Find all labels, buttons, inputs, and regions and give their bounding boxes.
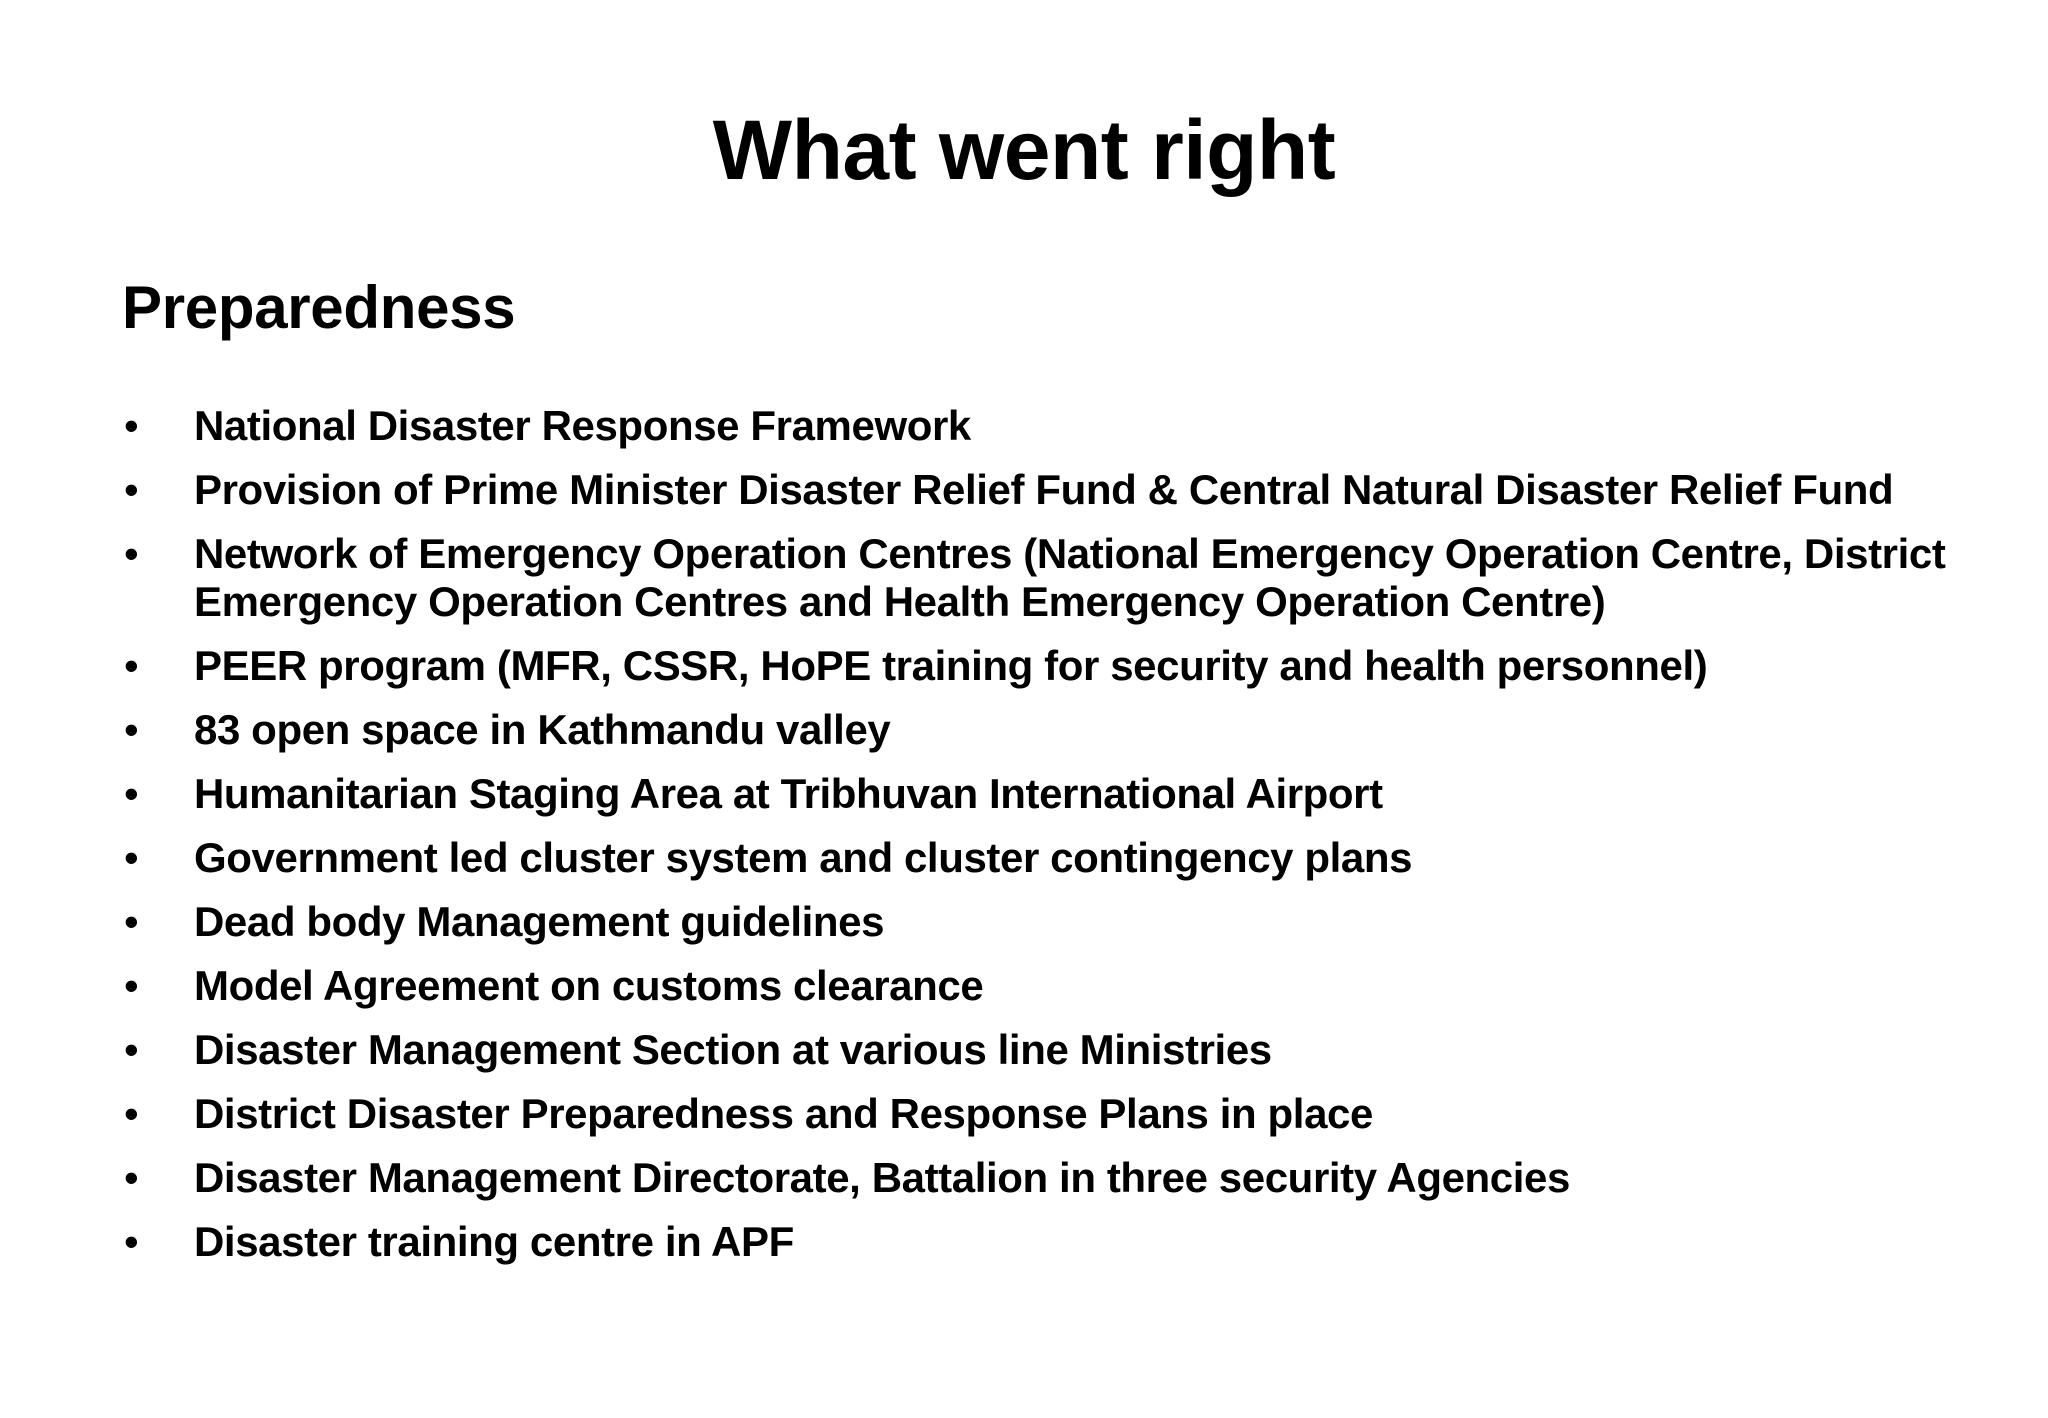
bullet-item bbox=[122, 1090, 2002, 1138]
bullet-item bbox=[122, 898, 2002, 946]
bullet-icon: • bbox=[124, 1218, 139, 1265]
bullet-list bbox=[122, 402, 2002, 1282]
bullet-text: Disaster Management Section at various line Ministries bbox=[194, 1026, 1272, 1073]
bullet-item bbox=[122, 402, 2002, 450]
bullet-icon: • bbox=[124, 466, 139, 513]
bullet-item bbox=[122, 466, 2002, 514]
bullet-text: Model Agreement on customs clearance bbox=[194, 962, 984, 1009]
bullet-text: National Disaster Response Framework bbox=[194, 402, 971, 449]
bullet-item bbox=[122, 642, 2002, 690]
bullet-text: PEER program (MFR, CSSR, HoPE training for security and health personnel) bbox=[194, 642, 1708, 689]
bullet-text: Government led cluster system and cluster contingency plans bbox=[194, 834, 1413, 881]
bullet-icon: • bbox=[124, 706, 139, 753]
bullet-text: Disaster training centre in APF bbox=[194, 1218, 794, 1265]
bullet-item bbox=[122, 770, 2002, 818]
section-heading: Preparedness bbox=[122, 274, 516, 341]
bullet-icon: • bbox=[124, 770, 139, 817]
bullet-icon: • bbox=[124, 642, 139, 689]
bullet-text: Provision of Prime Minister Disaster Relief Fund & Central Natural Disaster Relief Fund bbox=[194, 466, 1894, 513]
bullet-text: Dead body Management guidelines bbox=[194, 898, 885, 945]
bullet-icon: • bbox=[124, 898, 139, 945]
bullet-item bbox=[122, 1218, 2002, 1266]
bullet-icon: • bbox=[124, 402, 139, 449]
bullet-icon: • bbox=[124, 1090, 139, 1137]
bullet-text: Humanitarian Staging Area at Tribhuvan International Airport bbox=[194, 770, 1383, 817]
bullet-text: Network of Emergency Operation Centres (National Emergency Operation Centre, District Emergency Operation Centres and Health Emergency Operation Centre) bbox=[194, 530, 1946, 625]
bullet-text: 83 open space in Kathmandu valley bbox=[194, 706, 891, 753]
bullet-icon: • bbox=[124, 834, 139, 881]
bullet-text: District Disaster Preparedness and Response Plans in place bbox=[194, 1090, 1373, 1137]
bullet-item bbox=[122, 1154, 2002, 1202]
bullet-icon: • bbox=[124, 962, 139, 1009]
bullet-text: Disaster Management Directorate, Battalion in three security Agencies bbox=[194, 1154, 1570, 1201]
bullet-icon: • bbox=[124, 1154, 139, 1201]
bullet-item bbox=[122, 1026, 2002, 1074]
bullet-icon: • bbox=[124, 530, 139, 577]
bullet-item bbox=[122, 530, 2002, 626]
bullet-icon: • bbox=[124, 1026, 139, 1073]
bullet-item bbox=[122, 834, 2002, 882]
slide-title: What went right bbox=[712, 103, 1336, 197]
bullet-item bbox=[122, 962, 2002, 1010]
bullet-item bbox=[122, 706, 2002, 754]
